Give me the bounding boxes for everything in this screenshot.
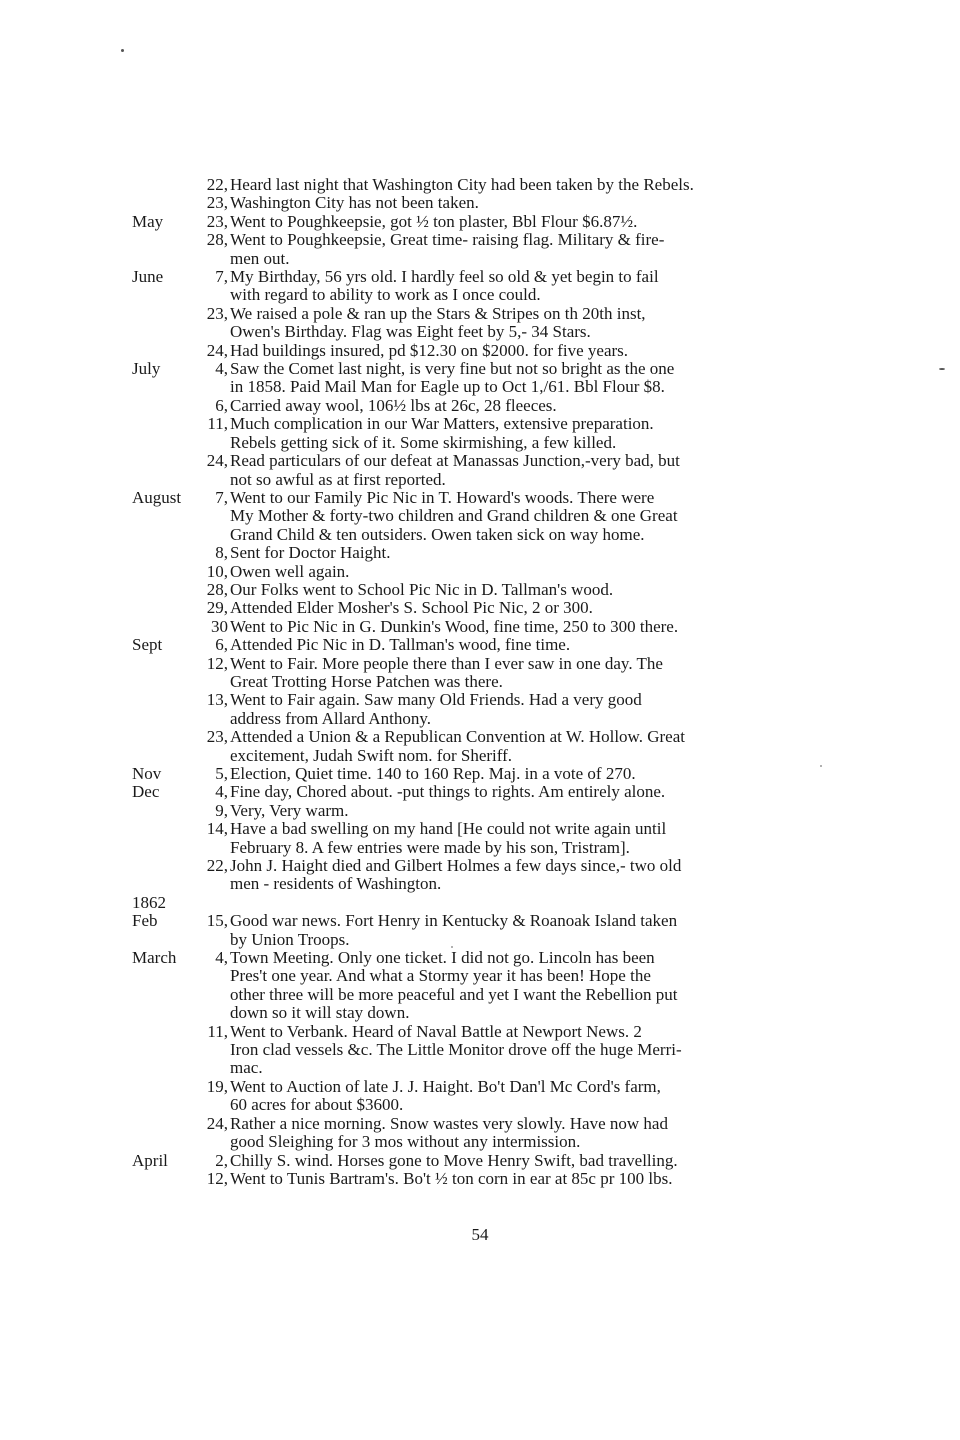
entry-text: Went to Fair again. Saw many Old Friends. Had a very good address from Allard Anthony. xyxy=(230,690,642,728)
diary-entry xyxy=(0,949,960,1023)
entry-text: Our Folks went to School Pic Nic in D. Tallman's wood. xyxy=(230,579,614,599)
entry-text: Owen well again. xyxy=(230,561,350,581)
entry-text: Had buildings insured, pd $12.30 on $2000. for five years. xyxy=(230,340,629,360)
diary-entry xyxy=(0,765,960,783)
entry-month: August xyxy=(132,487,182,507)
entry-day: 4, xyxy=(215,359,228,379)
entry-text: Carried away wool, 106½ lbs at 26c, 28 fleeces. xyxy=(230,395,557,415)
diary-entry xyxy=(0,1115,960,1152)
entry-day: 8, xyxy=(215,543,228,563)
entry-text: Good war news. Fort Henry in Kentucky & Roanoak Island taken by Union Troops. xyxy=(230,911,678,949)
diary-entry xyxy=(0,636,960,654)
entry-month: Feb xyxy=(132,911,158,931)
entry-day: 19, xyxy=(206,1076,228,1096)
entry-day: 23, xyxy=(206,303,228,323)
entry-text: Fine day, Chored about. -put things to rights. Am entirely alone. xyxy=(230,782,666,802)
entry-text: Went to Tunis Bartram's. Bo't ½ ton corn in ear at 85c pr 100 lbs. xyxy=(230,1168,673,1188)
diary-entry xyxy=(0,655,960,692)
diary-entry xyxy=(0,1170,960,1188)
diary-entry xyxy=(0,213,960,231)
entry-day: 7, xyxy=(215,487,228,507)
diary-entry xyxy=(0,581,960,599)
diary-entry xyxy=(0,415,960,452)
entry-text: We raised a pole & ran up the Stars & Stripes on th 20th inst, Owen's Birthday. Flag was Eight feet by 5,- 34 Stars. xyxy=(230,303,646,342)
entry-text: My Birthday, 56 yrs old. I hardly feel so old & yet begin to fail with regard to ability to work as I once could. xyxy=(230,267,659,305)
entry-text: Read particulars of our defeat at Manassas Junction,-very bad, but not so awful as at first reported. xyxy=(230,451,680,489)
diary-entry xyxy=(0,728,960,765)
entry-day: 4, xyxy=(215,948,228,968)
entry-day: 28, xyxy=(206,579,228,599)
entry-day: 7, xyxy=(215,267,228,287)
diary-entry xyxy=(0,397,960,415)
entry-day: 12, xyxy=(206,1168,228,1188)
entry-day: 24, xyxy=(206,451,228,471)
entry-day: 6, xyxy=(215,395,228,415)
entry-month: Nov xyxy=(132,764,162,783)
diary-entry xyxy=(0,544,960,562)
entry-text: Went to Pic Nic in G. Dunkin's Wood, fine time, 250 to 300 there. xyxy=(230,616,679,636)
entry-day: 23, xyxy=(206,727,228,747)
entry-text: Attended Elder Mosher's S. School Pic Nic, 2 or 300. xyxy=(230,598,593,618)
entry-day: 24, xyxy=(206,1113,228,1133)
year-heading: 1862 xyxy=(132,892,166,912)
entry-text: Saw the Comet last night, is very fine but not so bright as the one in 1858. Paid Mail Man for Eagle up to Oct 1,/61. Bbl Flour $8. xyxy=(230,359,675,397)
entry-month: Dec xyxy=(132,782,160,802)
entry-day: 9, xyxy=(215,800,228,820)
entry-day: 11, xyxy=(207,1021,228,1041)
entry-text: Went to Poughkeepsie, Great time- raising flag. Military & fire- men out. xyxy=(230,230,665,268)
entry-month: June xyxy=(132,267,164,287)
entry-text: Went to Verbank. Heard of Naval Battle at Newport News. 2 Iron clad vessels &c. The Little Monitor drove off the huge Merri- mac. xyxy=(230,1021,682,1078)
diary-entry xyxy=(0,857,960,894)
entry-month: May xyxy=(132,211,164,231)
entry-text: Have a bad swelling on my hand [He could not write again until February 8. A few entries were made by his son, Tristram]. xyxy=(230,819,667,857)
entry-month: April xyxy=(132,1150,168,1170)
diary-entry xyxy=(0,820,960,857)
year-heading-row xyxy=(0,894,960,912)
entry-day: 15, xyxy=(206,911,228,931)
diary-entry xyxy=(0,452,960,489)
entry-day: 11, xyxy=(207,414,228,434)
diary-entry xyxy=(0,176,960,194)
diary-entry xyxy=(0,691,960,728)
entry-month: Sept xyxy=(132,635,163,655)
entry-text: Election, Quiet time. 140 to 160 Rep. Maj. in a vote of 270. xyxy=(230,764,636,783)
diary-entry xyxy=(0,268,960,305)
entry-month: July xyxy=(132,359,161,379)
diary-entry xyxy=(0,1152,960,1170)
diary-entry xyxy=(0,912,960,949)
diary-entry xyxy=(0,231,960,268)
entry-day: 5, xyxy=(215,764,228,783)
page-number: 54 xyxy=(471,1225,489,1244)
entry-text: Went to Fair. More people there than I ever saw in one day. The Great Trotting Horse Patchen was there. xyxy=(230,653,663,691)
entry-day: 4, xyxy=(215,782,228,802)
diary-entry xyxy=(0,305,960,342)
entry-month: March xyxy=(132,948,177,968)
entry-day: 14, xyxy=(206,819,228,839)
entry-day: 2, xyxy=(215,1150,228,1170)
entry-day: 6, xyxy=(215,635,228,655)
ink-speck xyxy=(121,49,124,52)
entry-text: Attended a Union & a Republican Convention at W. Hollow. Great excitement, Judah Swift nom. for Sheriff. xyxy=(230,727,685,765)
diary-entry xyxy=(0,360,960,397)
entry-text: Sent for Doctor Haight. xyxy=(230,543,391,563)
diary-entries xyxy=(0,176,960,1188)
entry-day: 13, xyxy=(206,690,228,710)
diary-entry xyxy=(0,1023,960,1078)
entry-text: Rather a nice morning. Snow wastes very slowly. Have now had good Sleighing for 3 mos without any intermission. xyxy=(230,1113,668,1152)
entry-text: Chilly S. wind. Horses gone to Move Henry Swift, bad travelling. xyxy=(230,1150,678,1170)
entry-day: 24, xyxy=(206,340,228,360)
entry-text: Attended Pic Nic in D. Tallman's wood, fine time. xyxy=(230,635,571,655)
diary-entry xyxy=(0,802,960,820)
diary-entry xyxy=(0,783,960,801)
entry-text: Town Meeting. Only one ticket. I did not go. Lincoln has been Pres't one year. And what a Stormy year it has been! Hope the other three will be more peaceful and yet I want the Rebellion put down so it will stay down. xyxy=(230,948,678,1023)
entry-day: 22, xyxy=(206,175,228,194)
entry-day: 10, xyxy=(206,561,228,581)
diary-entry xyxy=(0,599,960,617)
diary-entry xyxy=(0,1078,960,1115)
diary-entry xyxy=(0,618,960,636)
diary-entry xyxy=(0,194,960,212)
entry-day: 28, xyxy=(206,230,228,250)
entry-text: John J. Haight died and Gilbert Holmes a few days since,- two old men - residents of Washington. xyxy=(230,856,682,894)
entry-text: Went to Auction of late J. J. Haight. Bo't Dan'l Mc Cord's farm, 60 acres for about $3600. xyxy=(230,1076,661,1115)
entry-text: Went to Poughkeepsie, got ½ ton plaster, Bbl Flour $6.87½. xyxy=(230,211,638,231)
entry-day: 23, xyxy=(206,211,228,231)
entry-day: 30 xyxy=(211,616,228,636)
diary-entry xyxy=(0,342,960,360)
diary-entry xyxy=(0,563,960,581)
entry-day: 12, xyxy=(206,653,228,673)
entry-text: Much complication in our War Matters, extensive preparation. Rebels getting sick of it. Some skirmishing, a few killed. xyxy=(230,414,654,452)
entry-day: 23, xyxy=(206,193,228,213)
entry-day: 22, xyxy=(206,856,228,876)
entry-text: Washington City has not been taken. xyxy=(230,193,479,213)
entry-text: Went to our Family Pic Nic in T. Howard's woods. There were My Mother & forty-two children and Grand children & one Great Grand Child & ten outsiders. Owen taken sick on way home. xyxy=(230,487,678,544)
entry-day: 29, xyxy=(206,598,228,618)
entry-text: Very, Very warm. xyxy=(230,800,349,820)
entry-text: Heard last night that Washington City had been taken by the Rebels. xyxy=(230,175,694,194)
diary-entry xyxy=(0,489,960,544)
